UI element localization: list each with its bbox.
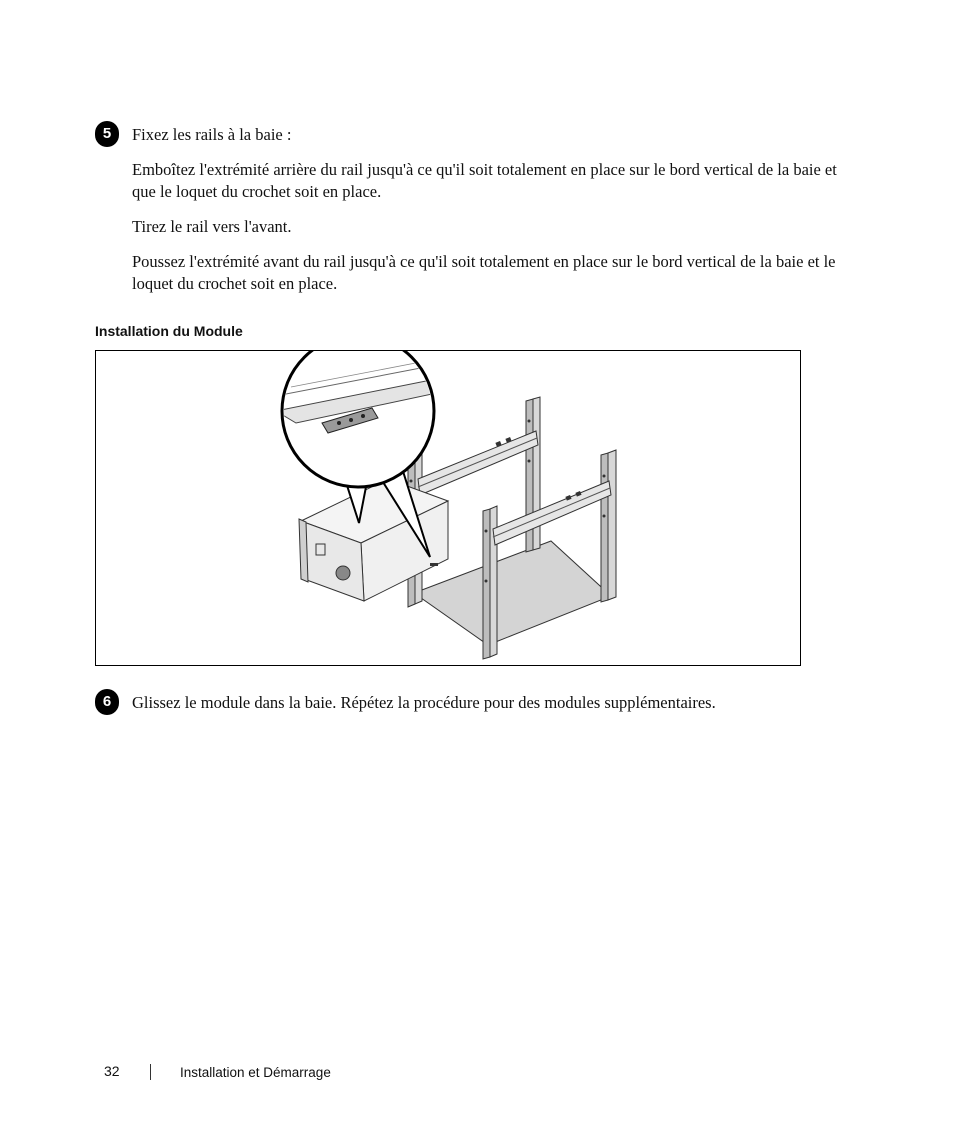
step-5-intro: Fixez les rails à la baie : (132, 125, 292, 144)
installation-illustration (96, 351, 800, 665)
figure-caption: Installation du Module (95, 323, 243, 339)
step-5-instruction-rear: Emboîtez l'extrémité arrière du rail jusqu'à ce qu'il soit totalement en place sur le bord vertical de la baie et que le loquet du crochet soit en place. (132, 160, 837, 201)
step-5-instruction-pull: Tirez le rail vers l'avant. (132, 217, 292, 236)
step-5-instruction-front: Poussez l'extrémité avant du rail jusqu'à ce qu'il soit totalement en place sur le bord vertical de la baie et le loquet du crochet soit en place. (132, 252, 836, 293)
figure-frame (95, 350, 801, 666)
page-number: 32 (104, 1063, 120, 1079)
footer-divider (150, 1064, 151, 1080)
footer-section-title: Installation et Démarrage (180, 1065, 331, 1080)
step-5-badge: 5 (95, 121, 119, 147)
step-6-instruction: Glissez le module dans la baie. Répétez la procédure pour des modules supplémentaires. (132, 693, 716, 712)
step-6-badge: 6 (95, 689, 119, 715)
